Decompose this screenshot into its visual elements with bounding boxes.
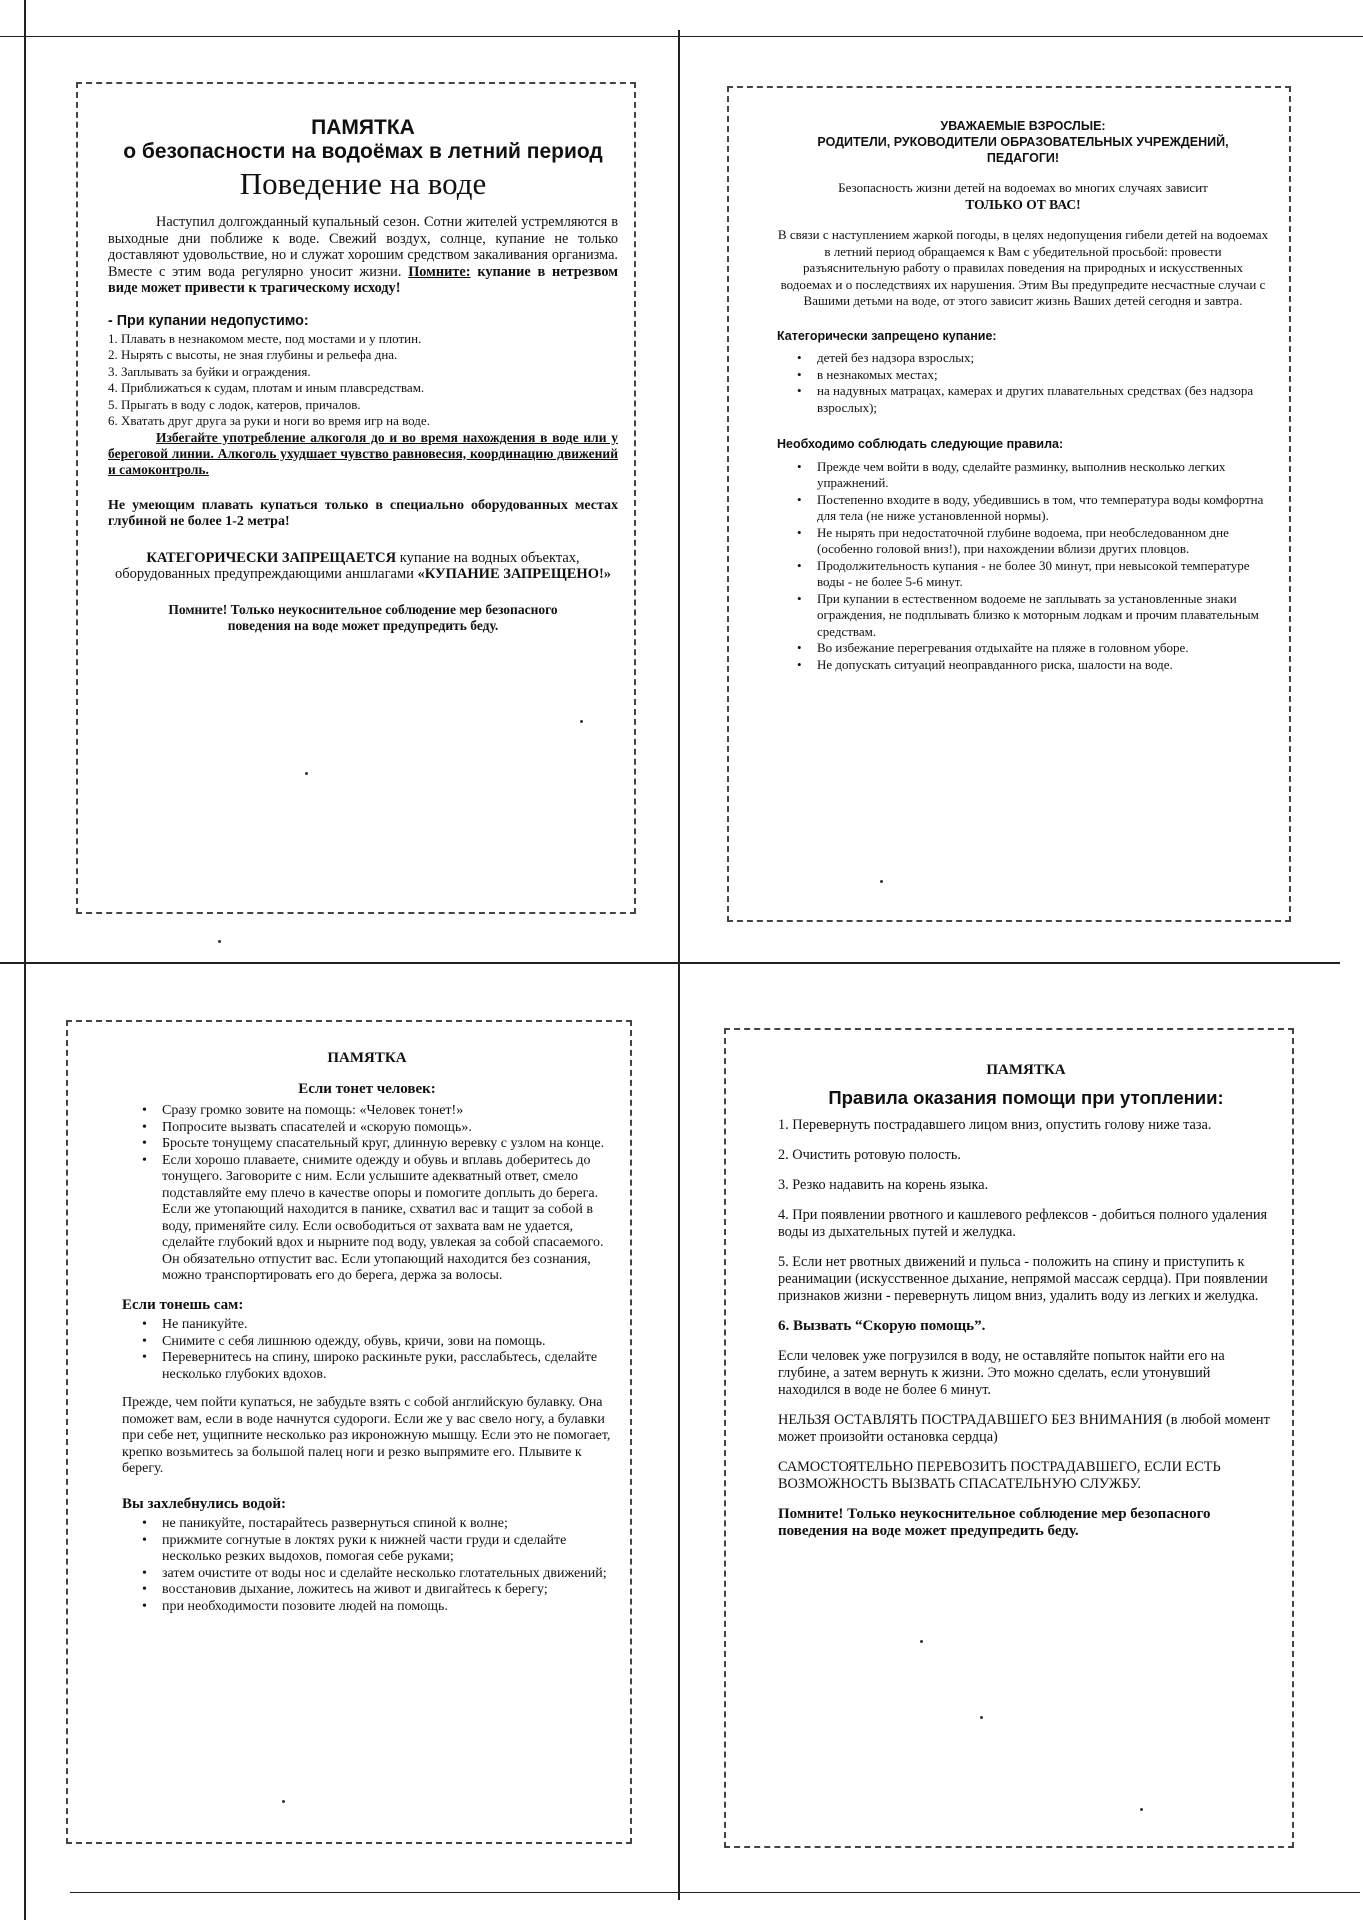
memo-title: ПАМЯТКА: [311, 116, 415, 139]
scan-speck: [920, 1640, 923, 1643]
list-item: • Если хорошо плаваете, снимите одежду и обувь и вплавь доберитесь до тонущего. Заговорите с ним. Если услышите адекватный ответ, смело подставляйте ему плечо в качестве опоры и помогите доплыть до берега. Если же утопающий находится в панике, схватил вас и тащит за собой в воду, применяйте силу. Если освободиться от захвата вам не удается, сделайте глубокий вдох и нырните под воду, увлекая за собой спасаемого. Он обязательно отпустит вас. Если утопающий находится без сознания, можно транспортировать его до берега, держа за волосы.: [162, 1153, 612, 1285]
first-aid-step: 6. Вызвать “Скорую помощь”.: [778, 1318, 986, 1334]
section-heading: Вы захлебнулись водой:: [122, 1495, 287, 1512]
scan-speck: [580, 720, 583, 723]
list-item: • Не нырять при недостаточной глубине водоема, при необследованном дне (особенно головой вниз!), при нахождении вблизи других пловцов.: [817, 525, 1269, 558]
first-aid-step: 3. Резко надавить на корень языка.: [778, 1177, 989, 1193]
rules-list: [777, 459, 1269, 674]
list-item: • восстановив дыхание, ложитесь на живот и двигайтесь к берегу;: [162, 1582, 612, 1599]
intro-paragraph: Наступил долгожданный купальный сезон. Сотни жителей устремляются в выходные дни поближе к воде. Свежий воздух, солнце, купание не только доставляют удовольствие, но и служат хорошим средством закаливания организма. Вместе с этим вода регулярно уносит жизни. Помните: купание в нетрезвом виде может привести к трагическому исходу!: [108, 214, 619, 296]
list-item: 4. Приближаться к судам, плотам и иным плавсредствам.: [108, 380, 425, 395]
list-item: • Продолжительность купания - не более 30 минут, при невысокой температуре воды - не более 5-6 минут.: [817, 558, 1269, 591]
list-item: • на надувных матрацах, камерах и других плавательных средствах (без надзора взрослых);: [817, 383, 1269, 416]
time-note: Если человек уже погрузился в воду, не оставляйте попыток найти его на глубине, а затем вернуть к жизни. Это можно сделать, если утонувший находился в воде не более 6 минут.: [778, 1348, 1225, 1398]
scan-speck: [282, 1800, 285, 1803]
forbidden-heading: - При купании недопустимо:: [108, 312, 309, 329]
memo-panel-behavior-on-water: [76, 82, 636, 914]
scan-speck: [305, 772, 308, 775]
scan-speck: [218, 940, 221, 943]
closing-note: Помните! Только неукоснительное соблюдение мер безопасного поведения на воде может предупредить беду.: [168, 601, 558, 633]
cut-line-center: [678, 30, 680, 1900]
alcohol-warning: Избегайте употребление алкоголя до и во время нахождения в воде или у береговой линии. Алкоголь ухудшает чувство равновесия, координацию движений и самоконтроль.: [108, 429, 618, 477]
list-item: • Бросьте тонущему спасательный круг, длинную веревку с узлом на конце.: [162, 1136, 612, 1153]
cut-line-left: [24, 0, 26, 1920]
safety-emphasis: ТОЛЬКО ОТ ВАС!: [965, 196, 1081, 212]
forbidden-list: [777, 350, 1269, 416]
self-rescue-list: [122, 1317, 612, 1383]
list-item: 5. Прыгать в воду с лодок, катеров, причалов.: [108, 396, 361, 412]
first-aid-step: 2. Очистить ротовую полость.: [778, 1147, 961, 1163]
list-item: • Сразу громко зовите на помощь: «Человек тонет!»: [162, 1103, 612, 1120]
address-line: УВАЖАЕМЫЕ ВЗРОСЛЫЕ:: [940, 119, 1106, 133]
scan-speck: [880, 880, 883, 883]
list-item: • Не допускать ситуаций неоправданного риска, шалости на воде.: [817, 657, 1269, 674]
appeal-panel-adults: [727, 86, 1291, 922]
list-item: • Постепенно входите в воду, убедившись в том, что температура воды комфортна для тела (не ниже установленной нормы).: [817, 492, 1269, 525]
safety-pin-paragraph: Прежде, чем пойти купаться, не забудьте взять с собой английскую булавку. Она поможет вам, если в воде начнутся судороги. Если же у вас свело ногу, а булавки при себе нет, ущипните несколько раз икроножную мышцу. Если это не помогает, крепко возьмитесь за большой палец ноги и резко выпрямите его. Плывите к берегу.: [122, 1395, 611, 1476]
strict-prohibition: КАТЕГОРИЧЕСКИ ЗАПРЕЩАЕТСЯ купание на водных объектах, оборудованных предупреждающими аншлагами «КУПАНИЕ ЗАПРЕЩЕНО!»: [114, 549, 612, 582]
list-item: • прижмите согнутые в локтях руки к нижней части груди и сделайте несколько резких выдохов, помогая себе руками;: [162, 1533, 612, 1566]
warning-leave: НЕЛЬЗЯ ОСТАВЛЯТЬ ПОСТРАДАВШЕГО БЕЗ ВНИМАНИЯ (в любой момент может произойти остановка сердца): [778, 1412, 1270, 1445]
scan-speck: [980, 1716, 983, 1719]
warning-transport: САМОСТОЯТЕЛЬНО ПЕРЕВОЗИТЬ ПОСТРАДАВШЕГО, ЕСЛИ ЕСТЬ ВОЗМОЖНОСТЬ ВЫЗВАТЬ СПАСАТЕЛЬНУЮ СЛУЖБУ.: [778, 1459, 1221, 1492]
first-aid-step: 4. При появлении рвотного и кашлевого рефлексов - добиться полного удаления воды из дыхательных путей и желудка.: [778, 1207, 1268, 1240]
list-item: 3. Заплывать за буйки и ограждения.: [108, 363, 311, 379]
safety-line: Безопасность жизни детей на водоемах во многих случаях зависит: [838, 180, 1208, 195]
list-item: • при необходимости позовите людей на помощь.: [162, 1599, 612, 1616]
memo-subtitle: Правила оказания помощи при утоплении:: [828, 1087, 1224, 1108]
list-item: 2. Нырять с высоты, не зная глубины и рельефа дна.: [108, 347, 398, 362]
memo-title: ПАМЯТКА: [327, 1050, 407, 1066]
list-item: • Прежде чем войти в воду, сделайте разминку, выполнив несколько легких упражнений.: [817, 459, 1269, 492]
memo-title: ПАМЯТКА: [986, 1062, 1066, 1078]
section-heading: Если тонешь сам:: [122, 1296, 244, 1313]
address-line: РОДИТЕЛИ, РУКОВОДИТЕЛИ ОБРАЗОВАТЕЛЬНЫХ УЧРЕЖДЕНИЙ, ПЕДАГОГИ!: [817, 135, 1229, 165]
cut-line-top: [0, 36, 1363, 37]
memo-panel-drowning-person: [66, 1020, 632, 1844]
forbidden-heading: Категорически запрещено купание:: [777, 328, 997, 343]
list-item: • Снимите с себя лишнюю одежду, обувь, кричи, зови на помощь.: [162, 1334, 612, 1351]
memo-panel-first-aid: [724, 1028, 1294, 1848]
list-item: • Не паникуйте.: [162, 1317, 612, 1334]
non-swimmers-note: Не умеющим плавать купаться только в специально оборудованных местах глубиной не более 1-2 метра!: [108, 497, 618, 529]
first-aid-step: 5. Если нет рвотных движений и пульса - положить на спину и приступить к реанимации (искусственное дыхание, непрямой массаж сердца). При появлении признаков жизни - перевернуть лицом вниз, удалить воду из легких и желудка.: [778, 1254, 1268, 1304]
choking-list: [122, 1516, 612, 1615]
list-item: • детей без надзора взрослых;: [817, 350, 1269, 367]
list-item: • Перевернитесь на спину, широко раскиньте руки, расслабьтесь, сделайте несколько глубоких вдохов.: [162, 1350, 612, 1383]
rules-heading: Необходимо соблюдать следующие правила:: [777, 437, 1064, 451]
list-item: • Попросите вызвать спасателей и «скорую помощь».: [162, 1120, 612, 1137]
scan-speck: [1140, 1808, 1143, 1811]
closing-note: Помните! Только неукоснительное соблюдение мер безопасного поведения на воде может предупредить беду.: [778, 1506, 1211, 1539]
list-item: 1. Плавать в незнакомом месте, под мостами и у плотин.: [108, 330, 422, 346]
cut-line-bottom: [70, 1892, 1360, 1893]
drowning-list: [122, 1103, 612, 1285]
list-item: • в незнакомых местах;: [817, 367, 1269, 384]
list-item: • Во избежание перегревания отдыхайте на пляже в головном уборе.: [817, 640, 1269, 657]
list-item: • затем очистите от воды нос и сделайте несколько глотательных движений;: [162, 1566, 612, 1583]
forbidden-list: [108, 331, 618, 430]
list-item: • При купании в естественном водоеме не заплывать за установленные знаки ограждения, не подплывать близко к моторным лодкам и прочим плавательным средствам.: [817, 591, 1269, 641]
first-aid-step: 1. Перевернуть пострадавшего лицом вниз, опустить голову ниже таза.: [778, 1117, 1212, 1133]
cut-line-middle: [0, 962, 1340, 964]
memo-subtitle: о безопасности на водоёмах в летний период: [123, 140, 603, 163]
section-heading: Если тонет человек:: [298, 1080, 436, 1097]
appeal-paragraph: В связи с наступлением жаркой погоды, в целях недопущения гибели детей на водоемах в летний период обращаемся к Вам с убедительной просьбой: провести разъяснительную работу о правилах поведения на природных и искусственных водоемах и о последствиях их нарушения. Этим Вы предупредите несчастные случаи с Вашими детьми на воде, от этого зависит жизнь Ваших детей сегодня и завтра.: [777, 227, 1269, 308]
list-item: 6. Хватать друг друга за руки и ноги во время игр на воде.: [108, 413, 430, 428]
memo-heading: Поведение на воде: [239, 166, 487, 201]
list-item: • не паникуйте, постарайтесь развернуться спиной к волне;: [162, 1516, 612, 1533]
